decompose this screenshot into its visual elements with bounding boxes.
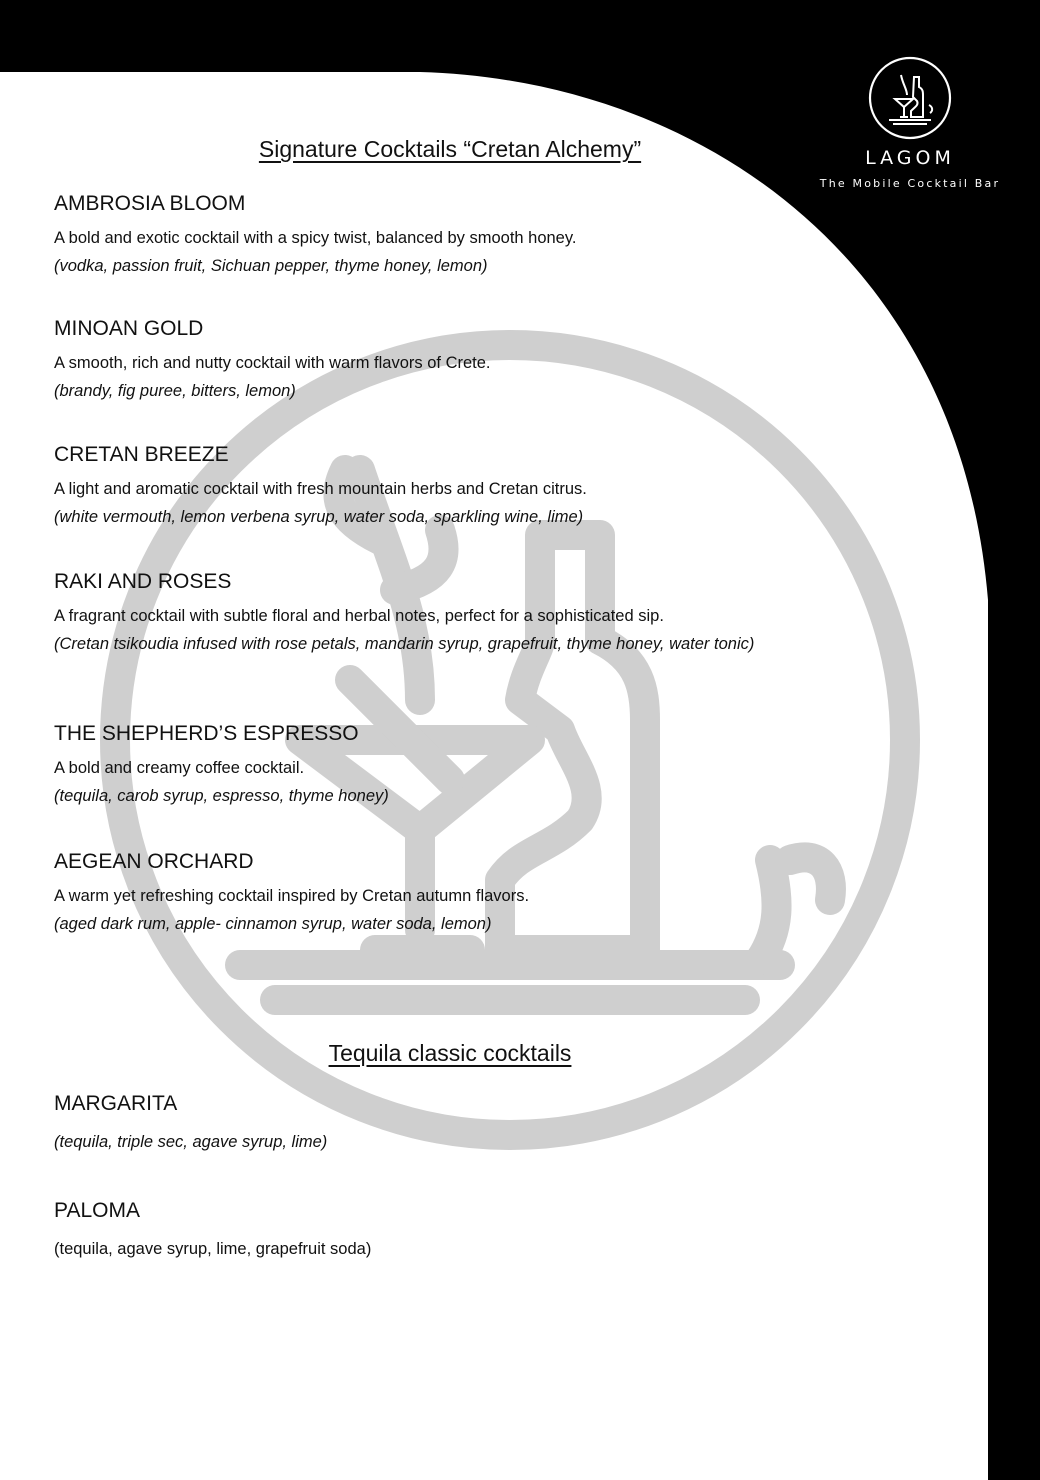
brand-logo xyxy=(800,55,1020,190)
brand-tagline: The Mobile Cocktail Bar xyxy=(819,177,1001,190)
item-name: MINOAN GOLD xyxy=(54,317,204,340)
menu-item xyxy=(54,1092,854,1155)
item-ingredients: (white vermouth, lemon verbena syrup, water soda, sparkling wine, lime) xyxy=(54,508,584,526)
item-name: CRETAN BREEZE xyxy=(54,443,229,466)
item-ingredients: (Cretan tsikoudia infused with rose petals, mandarin syrup, grapefruit, thyme honey, water tonic) xyxy=(54,635,755,653)
item-description: A fragrant cocktail with subtle floral and herbal notes, perfect for a sophisticated sip. xyxy=(54,607,664,625)
item-name: MARGARITA xyxy=(54,1092,178,1115)
menu-item xyxy=(54,570,854,657)
item-ingredients: (brandy, fig puree, bitters, lemon) xyxy=(54,382,296,400)
item-description: A smooth, rich and nutty cocktail with warm flavors of Crete. xyxy=(54,354,491,372)
brand-name: LAGOM xyxy=(865,147,955,169)
item-name: PALOMA xyxy=(54,1199,140,1222)
item-ingredients: (tequila, triple sec, agave syrup, lime) xyxy=(54,1133,328,1151)
item-name: THE SHEPHERD’S ESPRESSO xyxy=(54,722,359,745)
item-ingredients: (vodka, passion fruit, Sichuan pepper, thyme honey, lemon) xyxy=(54,257,488,275)
menu-item xyxy=(54,722,854,809)
menu-item xyxy=(54,192,854,279)
item-name: AMBROSIA BLOOM xyxy=(54,192,246,215)
item-ingredients: (tequila, agave syrup, lime, grapefruit soda) xyxy=(54,1240,372,1258)
cocktail-bottle-logo-icon xyxy=(867,55,953,141)
item-name: AEGEAN ORCHARD xyxy=(54,850,254,873)
section-title-signature: Signature Cocktails “Cretan Alchemy” xyxy=(258,136,642,162)
item-description: A warm yet refreshing cocktail inspired by Cretan autumn flavors. xyxy=(54,887,530,905)
menu-item xyxy=(54,1199,854,1262)
item-description: A bold and exotic cocktail with a spicy twist, balanced by smooth honey. xyxy=(54,229,577,247)
menu-item xyxy=(54,317,854,404)
item-description: A bold and creamy coffee cocktail. xyxy=(54,759,305,777)
item-description: A light and aromatic cocktail with fresh mountain herbs and Cretan citrus. xyxy=(54,480,587,498)
item-ingredients: (aged dark rum, apple- cinnamon syrup, water soda, lemon) xyxy=(54,915,492,933)
section-title-tequila: Tequila classic cocktails xyxy=(328,1040,572,1066)
menu-item xyxy=(54,443,854,530)
item-ingredients: (tequila, carob syrup, espresso, thyme honey) xyxy=(54,787,389,805)
menu-item xyxy=(54,850,854,937)
item-name: RAKI AND ROSES xyxy=(54,570,232,593)
